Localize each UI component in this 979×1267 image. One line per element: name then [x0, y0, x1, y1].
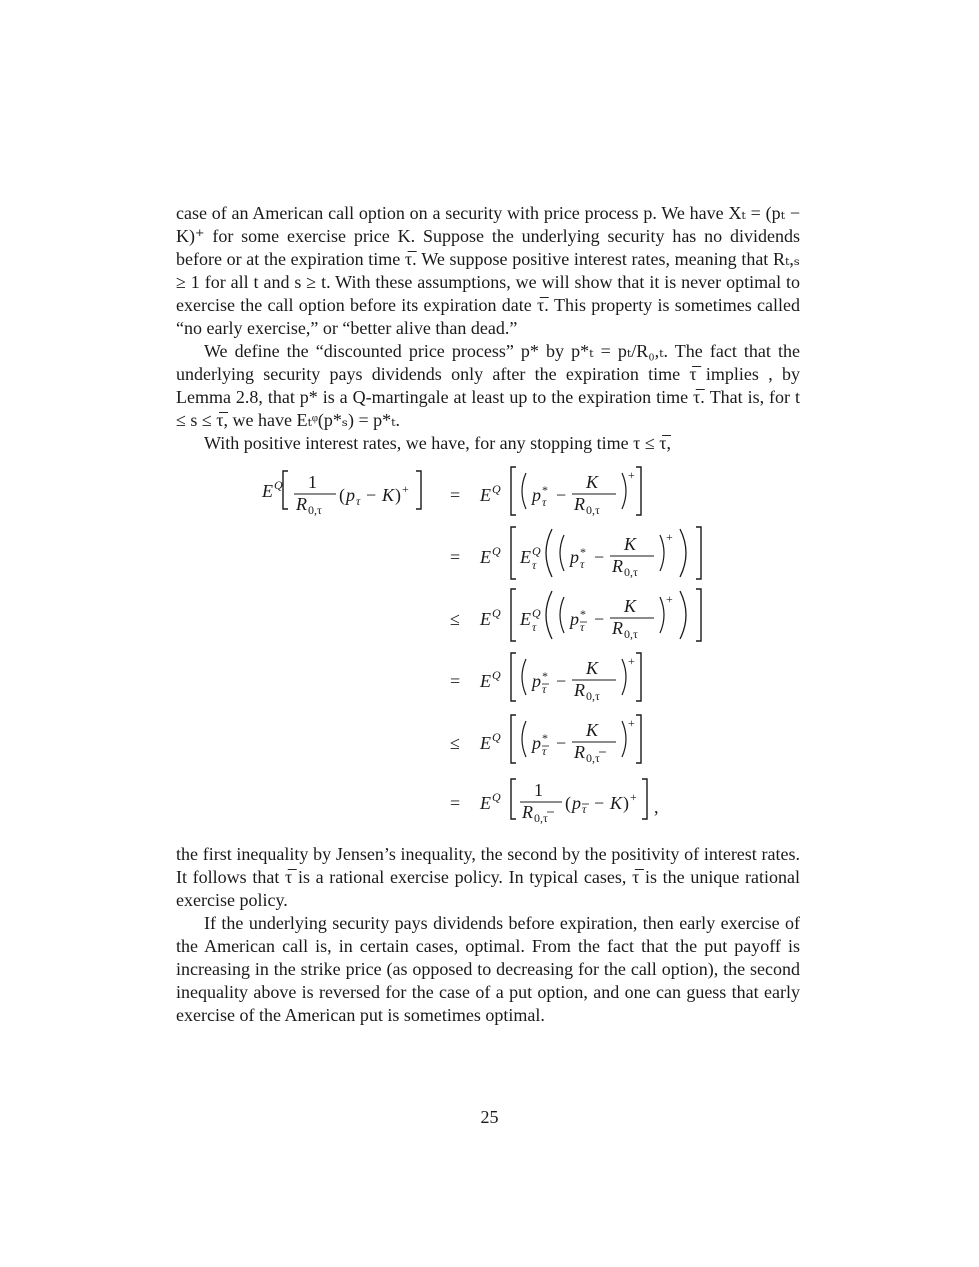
equation-row-4 [450, 653, 641, 703]
svg-text:0,τ: 0,τ [586, 689, 600, 703]
svg-text:p: p [346, 485, 355, 505]
svg-text:E: E [480, 671, 491, 691]
svg-text:(: ( [565, 793, 571, 813]
svg-text:R: R [612, 556, 623, 576]
paragraph-5-text: If the underlying security pays dividends before expiration, then early exercise of the American call is, in certain cases, optimal. From the fact that the put payoff is increasing in the strike price (as opposed to decreasing for the call option), the second inequality above is reversed for the case of a put option, and one can guess that early exercise of the American put is sometimes optimal. [176, 913, 800, 1025]
equation-row-1 [450, 467, 641, 517]
svg-text:E: E [480, 733, 491, 753]
svg-text:K: K [610, 793, 623, 813]
paragraph-4-text: the first inequality by Jensen’s inequality, the second by the positivity of interest rates. It follows that τ̅ is a rational exercise policy. In typical cases, τ̅ is the unique rational exercise policy. [176, 844, 800, 910]
svg-text:+: + [628, 716, 635, 730]
svg-text:): ) [623, 793, 629, 813]
svg-text:K: K [382, 485, 395, 505]
svg-text:τ: τ [542, 682, 547, 696]
svg-text:E: E [480, 547, 491, 567]
svg-text:+: + [628, 654, 635, 668]
svg-text:*: * [542, 669, 548, 683]
svg-text:E: E [520, 609, 531, 629]
svg-text:−: − [366, 485, 377, 505]
svg-text:0,τ: 0,τ [534, 811, 548, 825]
svg-text:Q: Q [492, 606, 501, 620]
svg-text:K: K [624, 596, 637, 616]
equation-row-3 [450, 589, 701, 641]
svg-text:Q: Q [492, 668, 501, 682]
svg-text:Q: Q [532, 544, 541, 558]
svg-text:−: − [556, 671, 567, 691]
svg-text:1: 1 [534, 780, 543, 800]
svg-text:+: + [666, 592, 673, 606]
svg-text:−: − [556, 485, 567, 505]
svg-text:τ: τ [356, 494, 361, 508]
svg-text:−: − [594, 547, 605, 567]
svg-text:−: − [594, 793, 605, 813]
svg-text:−: − [594, 609, 605, 629]
svg-text:τ: τ [532, 620, 537, 634]
equation-svg [176, 463, 800, 835]
paragraph-2 [176, 340, 800, 432]
svg-text:Q: Q [492, 544, 501, 558]
equation-row-6 [450, 779, 659, 825]
svg-text:R: R [612, 618, 623, 638]
svg-text:1: 1 [308, 472, 317, 492]
page-body [176, 202, 800, 1027]
paragraph-5 [176, 912, 800, 1027]
svg-text:=: = [450, 485, 461, 505]
svg-text:τ: τ [542, 744, 547, 758]
equation-row-2 [450, 527, 701, 579]
svg-text:≤: ≤ [450, 609, 460, 629]
svg-text:E: E [262, 481, 273, 501]
svg-text:E: E [480, 609, 491, 629]
svg-text:=: = [450, 547, 461, 567]
svg-text:=: = [450, 793, 461, 813]
svg-text:p: p [570, 547, 579, 567]
svg-text:K: K [586, 720, 599, 740]
svg-text:R: R [296, 494, 307, 514]
svg-text:E: E [480, 485, 491, 505]
svg-text:R: R [522, 802, 533, 822]
svg-text:p: p [570, 609, 579, 629]
svg-text:p: p [532, 733, 541, 753]
svg-text:+: + [628, 468, 635, 482]
svg-text:Q: Q [532, 606, 541, 620]
svg-text:,: , [654, 797, 659, 817]
svg-text:Q: Q [492, 730, 501, 744]
svg-text:*: * [542, 731, 548, 745]
display-equation [176, 463, 800, 835]
paragraph-1 [176, 202, 800, 340]
svg-text:=: = [450, 671, 461, 691]
svg-text:Q: Q [492, 482, 501, 496]
svg-text:R: R [574, 742, 585, 762]
paragraph-3-text: With positive interest rates, we have, for any stopping time τ ≤ τ̅, [204, 433, 672, 453]
svg-text:*: * [580, 607, 586, 621]
svg-text:τ: τ [542, 495, 547, 509]
svg-text:K: K [586, 472, 599, 492]
svg-text:R: R [574, 680, 585, 700]
paragraph-3 [176, 432, 800, 455]
svg-text:Q: Q [274, 478, 283, 492]
svg-text:−: − [556, 733, 567, 753]
svg-text:(: ( [339, 485, 345, 505]
paragraph-2-text: We define the “discounted price process” p* by p*ₜ = pₜ/R₀,ₜ. The fact that the underlying security pays dividends only after the expiration time τ̅ implies , by Lemma 2.8, that p* is a Q-martingale at least up to the expiration time τ̅. That is, for t ≤ s ≤ τ̅, we have Eₜᵠ(p*ₛ) = p*ₜ. [176, 341, 800, 430]
svg-text:E: E [520, 547, 531, 567]
svg-text:): ) [395, 485, 401, 505]
svg-text:+: + [666, 530, 673, 544]
svg-text:0,τ: 0,τ [308, 503, 322, 517]
svg-text:0,τ: 0,τ [624, 627, 638, 641]
svg-text:p: p [572, 793, 581, 813]
svg-text:p: p [532, 671, 541, 691]
svg-text:+: + [630, 790, 637, 804]
svg-text:≤: ≤ [450, 733, 460, 753]
svg-text:τ: τ [580, 620, 585, 634]
equation-lhs [261, 471, 421, 517]
svg-text:p: p [532, 485, 541, 505]
svg-text:E: E [480, 793, 491, 813]
svg-text:0,τ: 0,τ [586, 503, 600, 517]
svg-text:τ: τ [582, 802, 587, 816]
svg-text:0,τ: 0,τ [586, 751, 600, 765]
svg-text:Q: Q [492, 790, 501, 804]
svg-text:+: + [402, 482, 409, 496]
paragraph-1-text: case of an American call option on a security with price process p. We have Xₜ = (pₜ − K)⁺ for some exercise price K. Suppose the underlying security has no dividends before or at the expiration time τ̅. We suppose positive interest rates, meaning that Rₜ,ₛ ≥ 1 for all t and s ≥ t. With these assumptions, we will show that it is never optimal to exercise the call option before its expiration date τ̅. This property is sometimes called “no early exercise,” or “better alive than dead.” [176, 203, 800, 338]
svg-text:R: R [574, 494, 585, 514]
svg-text:*: * [542, 483, 548, 497]
svg-text:0,τ: 0,τ [624, 565, 638, 579]
paragraph-4 [176, 843, 800, 912]
svg-text:K: K [586, 658, 599, 678]
page-number: 25 [480, 1107, 499, 1127]
svg-text:τ: τ [580, 557, 585, 571]
svg-text:τ: τ [532, 558, 537, 572]
svg-text:*: * [580, 545, 586, 559]
svg-text:K: K [624, 534, 637, 554]
equation-row-5 [450, 715, 641, 765]
